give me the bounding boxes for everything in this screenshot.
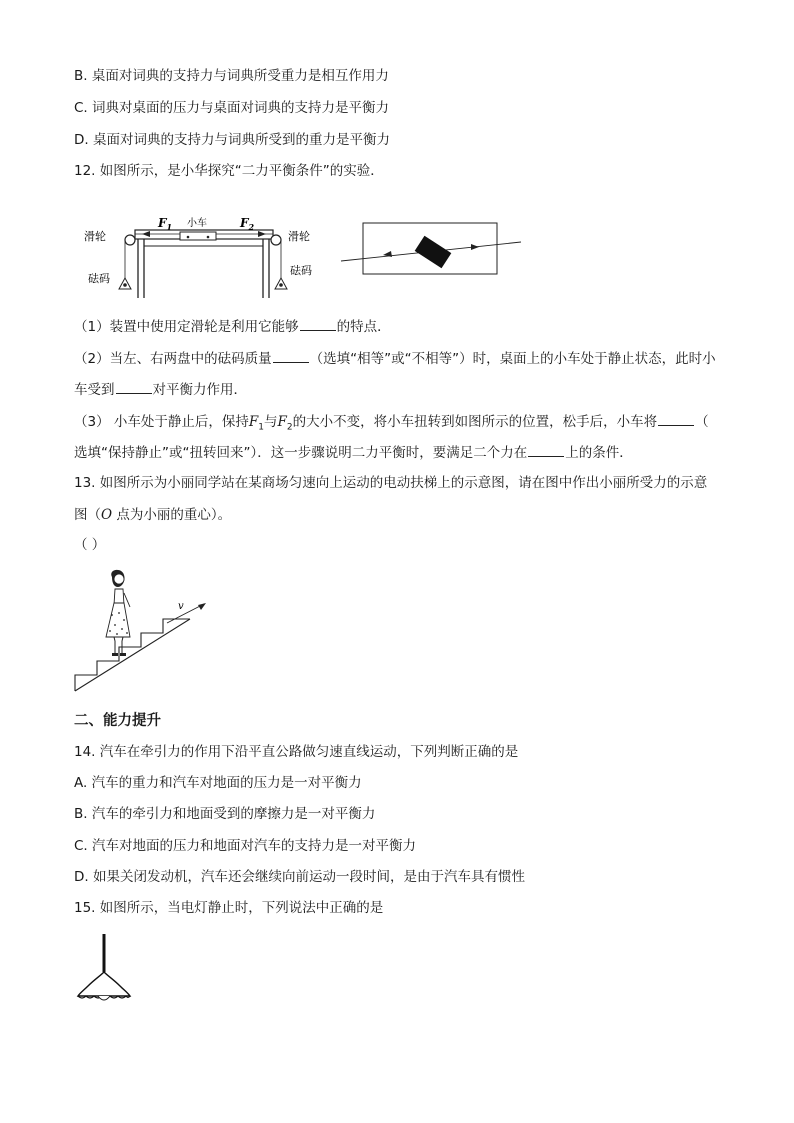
q13-stem-line1: 13. 如图所示为小丽同学站在某商场匀速向上运动的电动扶梯上的示意图，请在图中作出小丽所受力的示意	[74, 475, 708, 491]
q14-option-b[interactable]: B. 汽车的牵引力和地面受到的摩擦力是一对平衡力	[74, 806, 376, 822]
svg-text:F1	[157, 216, 172, 232]
label-weight-right: 砝码	[290, 264, 312, 277]
q13-stem-line2: 图（O 点为小丽的重心）。	[74, 507, 232, 523]
q11-option-b: B. 桌面对词典的支持力与词典所受重力是相互作用力	[74, 68, 389, 84]
q14-option-d[interactable]: D. 如果关闭发动机，汽车还会继续向前运动一段时间，是由于汽车具有惯性	[74, 869, 525, 885]
q12-stem: 12. 如图所示，是小华探究“二力平衡条件”的实验．	[74, 163, 384, 179]
label-f1-sub: 1	[166, 222, 173, 232]
label-cart: 小车	[187, 218, 207, 229]
label-pulley-left: 滑轮	[84, 230, 106, 243]
q12-part3-line2: 选填“保持静止”或“扭转回来”）．这一步骤说明二力平衡时，要满足二个力在 上的条件．	[74, 442, 633, 463]
answer-blank-2[interactable]	[273, 348, 309, 363]
answer-blank-4[interactable]	[658, 411, 694, 426]
girl-figure	[106, 570, 130, 656]
q12-part1: （1）装置中使用定滑轮是利用它能够 的特点．	[74, 316, 391, 337]
answer-blank-5[interactable]	[528, 442, 564, 457]
q15-stem: 15. 如图所示，当电灯静止时，下列说法中正确的是	[74, 900, 384, 916]
label-f2: F	[240, 216, 249, 230]
answer-blank-3[interactable]	[116, 379, 152, 394]
label-velocity: v	[178, 601, 184, 612]
q12-part2-line2: 车受到 对平衡力作用．	[74, 379, 247, 400]
q12-part2-line1: （2）当左、右两盘中的砝码质量 （选填“相等”或“不相等”）时，桌面上的小车处于静止状态，此时小	[74, 348, 716, 369]
label-pulley-right: 滑轮	[288, 230, 310, 243]
q13-escalator-figure	[72, 565, 222, 695]
q15-lamp-figure	[74, 930, 150, 1004]
q12-apparatus-figure	[80, 210, 320, 302]
q14-stem: 14. 汽车在牵引力的作用下沿平直公路做匀速直线运动，下列判断正确的是	[74, 744, 519, 760]
q14-option-a[interactable]: A. 汽车的重力和汽车对地面的压力是一对平衡力	[74, 775, 362, 791]
q12-part3-line1: （3） 小车处于静止后，保持$F_1$与$F_2$的大小不变，将小车扭转到如图所示的位置，松手后，小车将 （	[74, 411, 709, 438]
answer-blank-1[interactable]	[300, 316, 336, 331]
q11-option-c: C. 词典对桌面的压力与桌面对词典的支持力是平衡力	[74, 100, 390, 116]
svg-text:F2	[239, 216, 255, 232]
section-heading: 二、能力提升	[74, 713, 161, 729]
label-f2-sub: 2	[248, 222, 255, 232]
label-weight-left: 砝码	[88, 272, 110, 285]
q12-rotated-cart-figure	[335, 218, 530, 280]
label-f1: F	[158, 216, 167, 230]
q11-option-d: D. 桌面对词典的支持力与词典所受到的重力是平衡力	[74, 132, 390, 148]
q14-option-c[interactable]: C. 汽车对地面的压力和地面对汽车的支持力是一对平衡力	[74, 838, 417, 854]
q13-answer-paren[interactable]: （ ）	[74, 537, 106, 553]
